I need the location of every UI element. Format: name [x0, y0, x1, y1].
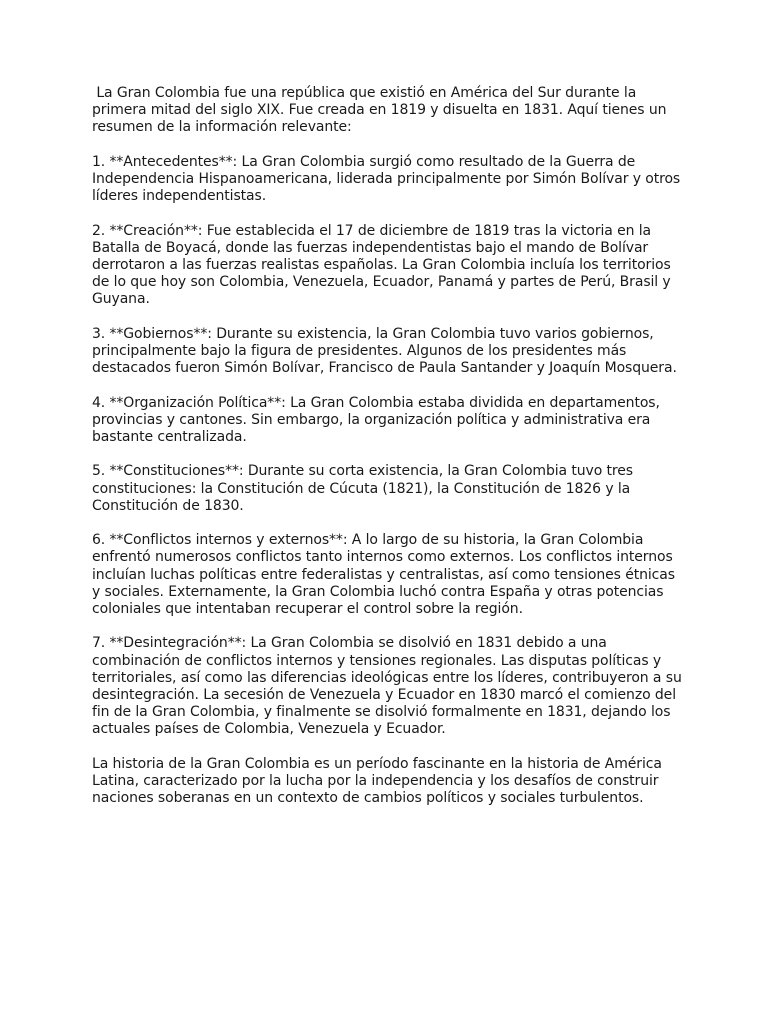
intro-paragraph: La Gran Colombia fue una república que existió en América del Sur durante la primera mitad del siglo XIX. Fue creada en 1819 y disuelta en 1831. Aquí tienes un resumen de la información relevante:	[92, 85, 671, 136]
creacion-paragraph: 2. **Creación**: Fue establecida el 17 de diciembre de 1819 tras la victoria en la Batalla de Boyacá, donde las fuerzas independentistas bajo el mando de Bolívar derrotaron a las fuerzas realistas españolas. La Gran Colombia incluía los territorios de lo que hoy son Colombia, Venezuela, Ecuador, Panamá y partes de Perú, Brasil y Guyana.	[92, 222, 676, 308]
document-body	[92, 85, 687, 825]
conflictos-paragraph: 6. **Conflictos internos y externos**: A lo largo de su historia, la Gran Colombia enfrentó numerosos conflictos tanto internos como externos. Los conflictos internos incluían luchas políticas entre federalistas y centralistas, así como tensiones étnicas y sociales. Externamente, la Gran Colombia luchó contra España y otras potencias coloniales que intentaban recuperar el control sobre la región.	[92, 532, 680, 617]
gobiernos-paragraph: 3. **Gobiernos**: Durante su existencia, la Gran Colombia tuvo varios gobiernos, principalmente bajo la figura de presidentes. Algunos de los presidentes más destacados fueron Simón Bolívar, Francisco de Paula Santander y Joaquín Mosquera.	[92, 325, 677, 377]
constituciones-paragraph: 5. **Constituciones**: Durante su corta existencia, la Gran Colombia tuvo tres constituciones: la Constitución de Cúcuta (1821), la Constitución de 1826 y la Constitución de 1830.	[92, 463, 638, 514]
conclusion-paragraph: La historia de la Gran Colombia es un período fascinante en la historia de América Latina, caracterizado por la lucha por la independencia y los desafíos de construir naciones soberanas en un contexto de cambios políticos y sociales turbulentos.	[92, 755, 667, 807]
antecedentes-paragraph: 1. **Antecedentes**: La Gran Colombia surgió como resultado de la Guerra de Independencia Hispanoamericana, liderada principalmente por Simón Bolívar y otros líderes independentistas.	[92, 153, 685, 205]
organizacion-politica-paragraph: 4. **Organización Política**: La Gran Colombia estaba dividida en departamentos, provincias y cantones. Sin embargo, la organización política y administrativa era bastante centralizada.	[92, 394, 665, 445]
desintegracion-paragraph: 7. **Desintegración**: La Gran Colombia se disolvió en 1831 debido a una combinación de conflictos internos y tensiones regionales. Las disputas políticas y territoriales, así como las diferencias ideológicas entre los líderes, contribuyeron a su desintegración. La secesión de Venezuela y Ecuador en 1830 marcó el comienzo del fin de la Gran Colombia, y finalmente se disolvió formalmente en 1831, dejando los actuales países de Colombia, Venezuela y Ecuador.	[92, 635, 687, 738]
